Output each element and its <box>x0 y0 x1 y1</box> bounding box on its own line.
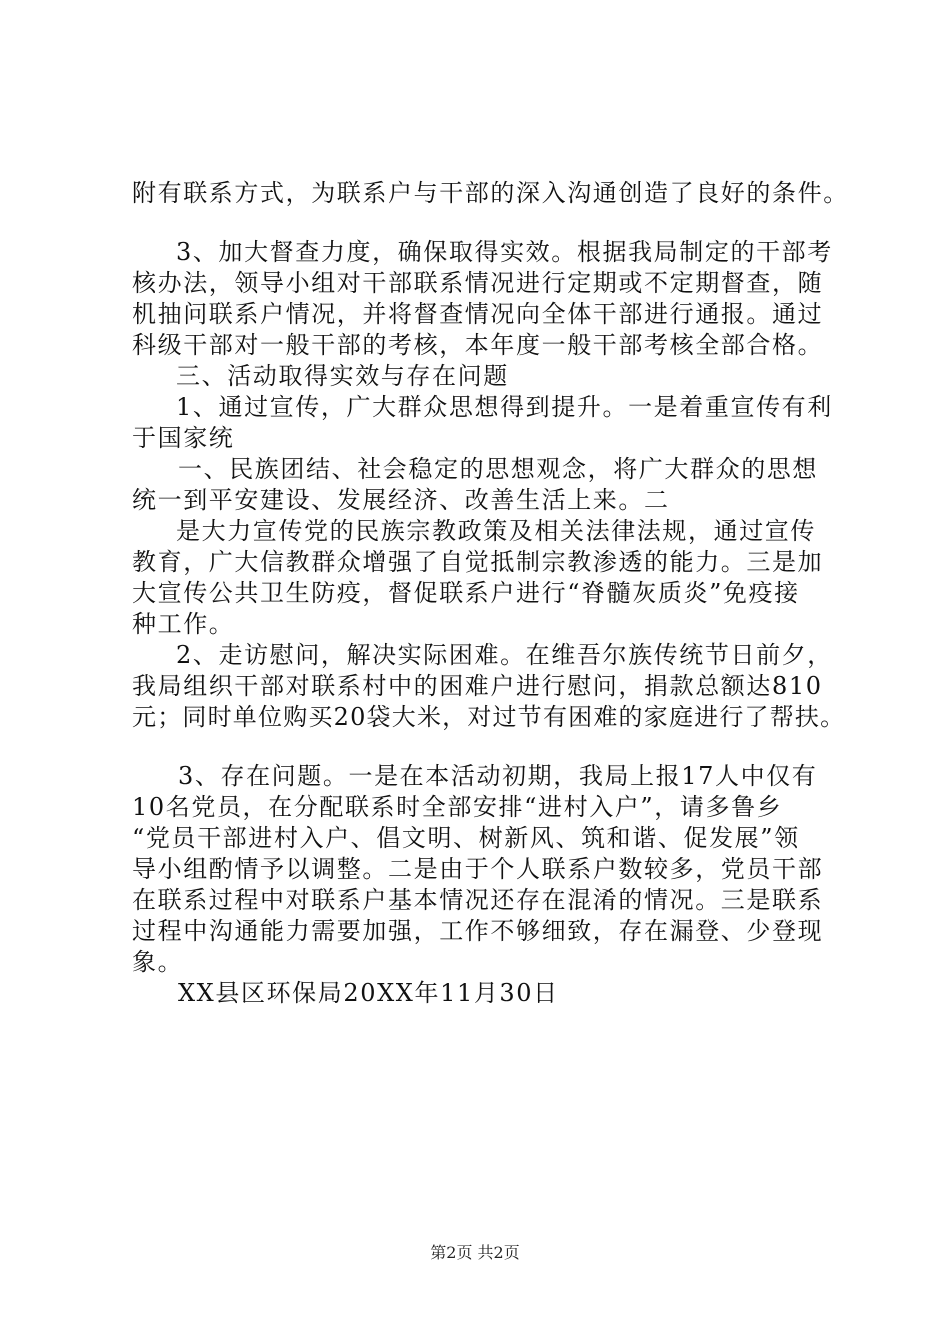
text-line: 在联系过程中对联系户基本情况还存在混淆的情况。三是联系 <box>132 886 824 914</box>
text-line: 2、走访慰问，解决实际困难。在维吾尔族传统节日前夕， <box>176 641 833 669</box>
text-line: 元；同时单位购买20袋大米，对过节有困难的家庭进行了帮扶。 <box>132 703 846 731</box>
section-heading: 三、活动取得实效与存在问题 <box>176 362 509 390</box>
text-line: 我局组织干部对联系村中的困难户进行慰问，捐款总额达810 <box>132 672 823 700</box>
text-line: 3、加大督查力度，确保取得实效。根据我局制定的干部考 <box>176 238 833 266</box>
text-line: 大宣传公共卫生防疫，督促联系户进行“脊髓灰质炎”免疫接 <box>132 579 800 607</box>
text-line: 核办法，领导小组对干部联系情况进行定期或不定期督查，随 <box>132 269 824 297</box>
text-line: “党员干部进村入户、倡文明、树新风、筑和谐、促发展”领 <box>132 824 800 852</box>
text-line: 种工作。 <box>132 610 235 638</box>
text-line: 导小组酌情予以调整。二是由于个人联系户数较多，党员干部 <box>132 855 824 883</box>
text-line: 象。 <box>132 948 184 976</box>
signature-date-line: XX县区环保局20XX年11月30日 <box>178 979 559 1007</box>
text-line: 科级干部对一般干部的考核，本年度一般干部考核全部合格。 <box>132 331 824 359</box>
text-line: 是大力宣传党的民族宗教政策及相关法律法规，通过宣传 <box>176 517 816 545</box>
text-line: 机抽问联系户情况，并将督查情况向全体干部进行通报。通过 <box>132 300 824 328</box>
text-line: 10名党员，在分配联系时全部安排“进村入户”，请多鲁乡 <box>132 793 783 821</box>
text-line: 统一到平安建设、发展经济、改善生活上来。二 <box>132 486 670 514</box>
text-line: 附有联系方式，为联系户与干部的深入沟通创造了良好的条件。 <box>132 179 849 207</box>
text-line: 3、存在问题。一是在本活动初期，我局上报17人中仅有 <box>178 762 818 790</box>
text-line: 教育，广大信教群众增强了自觉抵制宗教渗透的能力。三是加 <box>132 548 824 576</box>
text-line: 于国家统 <box>132 424 235 452</box>
text-line: 1、通过宣传，广大群众思想得到提升。一是着重宣传有利 <box>176 393 833 421</box>
text-line: 过程中沟通能力需要加强，工作不够细致，存在漏登、少登现 <box>132 917 824 945</box>
page-number-footer: 第2页 共2页 <box>430 1243 520 1262</box>
text-line: 一、民族团结、社会稳定的思想观念，将广大群众的思想 <box>178 455 818 483</box>
